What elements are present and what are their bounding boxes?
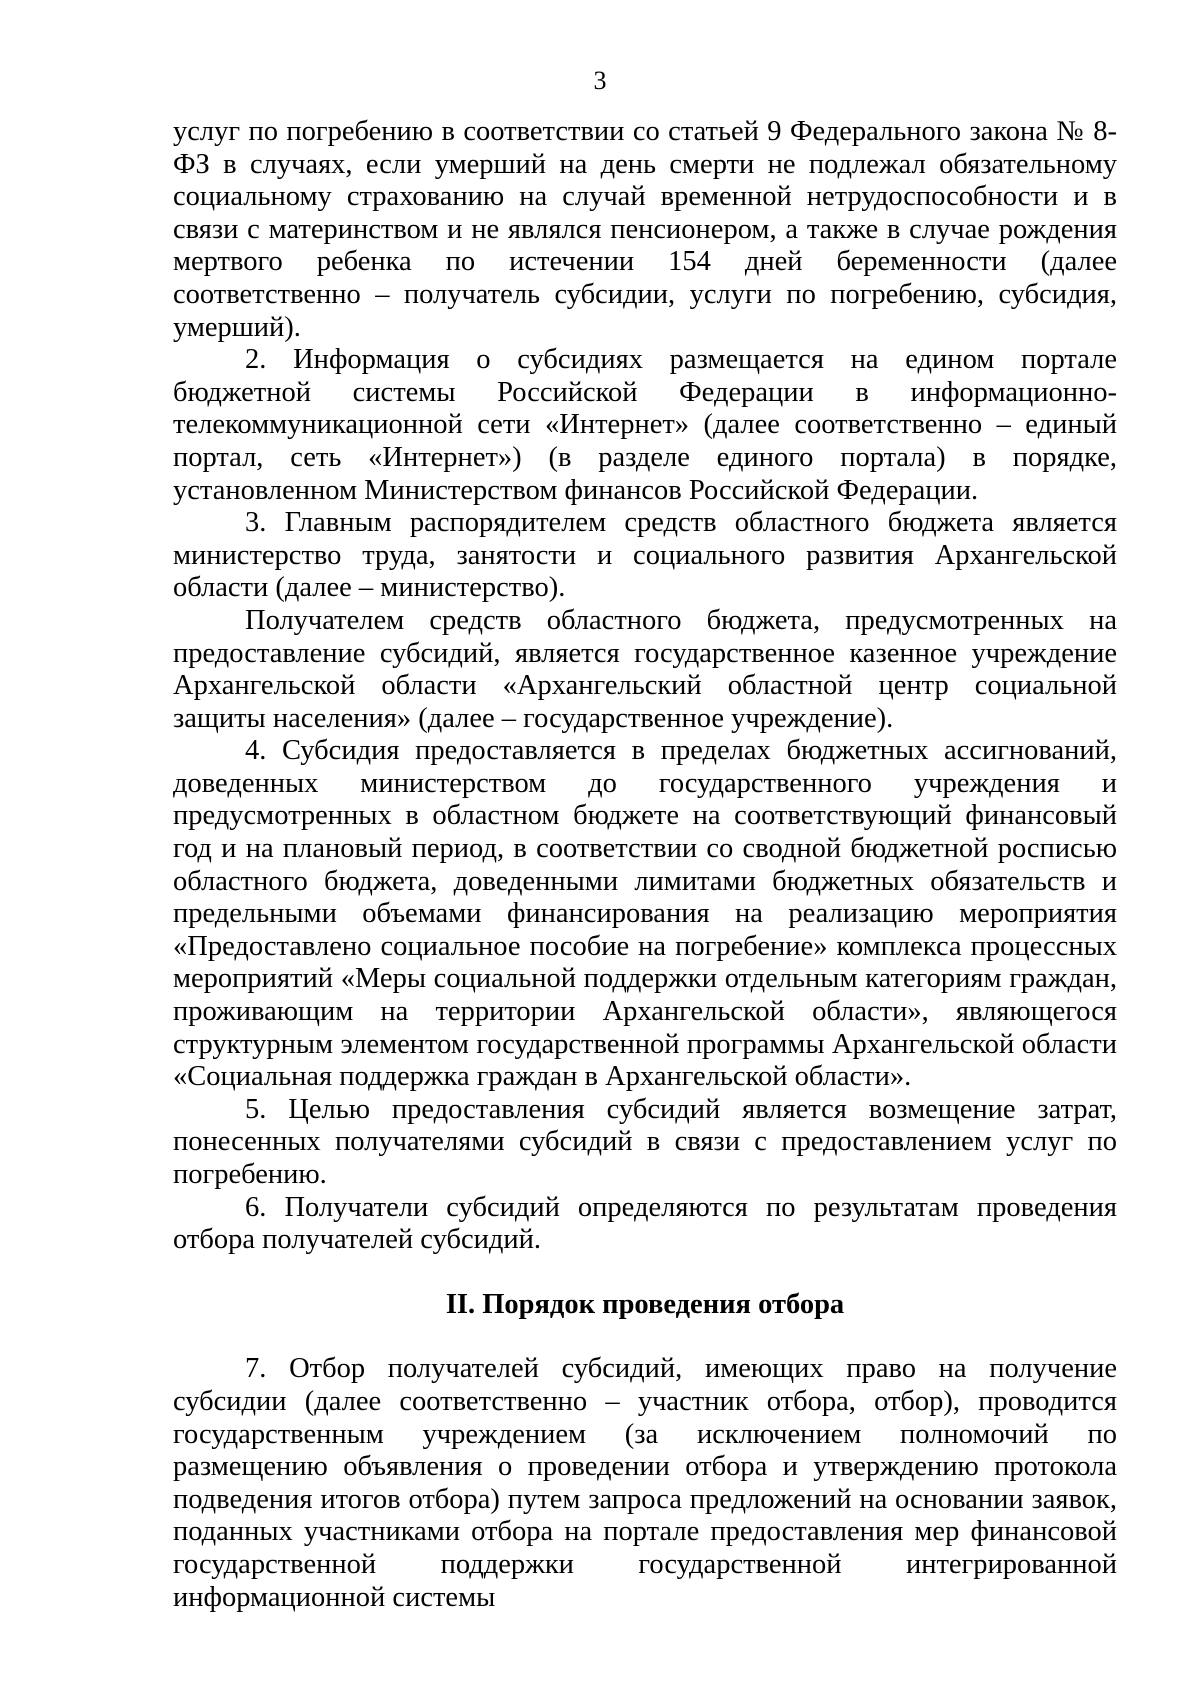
page-number: 3	[593, 66, 607, 95]
document-body	[173, 116, 1117, 1614]
paragraph-3-recipient: Получателем средств областного бюджета, предусмотренных на предоставление субсидий, является государственное казенное учреждение Архангельской области «Архангельский областной центр социальной защиты населения» (далее – государственное учреждение).	[173, 604, 1117, 734]
paragraph-7: 7. Отбор получателей субсидий, имеющих право на получение субсидии (далее соответственно – участник отбора, отбор), проводится государственным учреждением (за исключением полномочий по размещению объявления о проведении отбора и утверждению протокола подведения итогов отбора) путем запроса предложений на основании заявок, поданных участниками отбора на портале предоставления мер финансовой государственной поддержки государственной интегрированной информационной системы	[173, 1353, 1117, 1613]
paragraph-6: 6. Получатели субсидий определяются по результатам проведения отбора получателей субсидий.	[173, 1191, 1117, 1256]
paragraph-4: 4. Субсидия предоставляется в пределах бюджетных ассигнований, доведенных министерством до государственного учреждения и предусмотренных в областном бюджете на соответствующий финансовый год и на плановый период, в соответствии со сводной бюджетной росписью областного бюджета, доведенными лимитами бюджетных обязательств и предельными объемами финансирования на реализацию мероприятия «Предоставлено социальное пособие на погребение» комплекса процессных мероприятий «Меры социальной поддержки отдельным категориям граждан, проживающим на территории Архангельской области», являющегося структурным элементом государственной программы Архангельской области «Социальная поддержка граждан в Архангельской области».	[173, 735, 1117, 1093]
paragraph-2: 2. Информация о субсидиях размещается на едином портале бюджетной системы Российской Федерации в информационно-телекоммуникационной сети «Интернет» (далее соответственно – единый портал, сеть «Интернет») (в разделе единого портала) в порядке, установленном Министерством финансов Российской Федерации.	[173, 344, 1117, 506]
paragraph-continuation: услуг по погребению в соответствии со статьей 9 Федерального закона № 8-ФЗ в случаях, если умерший на день смерти не подлежал обязательному социальному страхованию на случай временной нетрудоспособности и в связи с материнством и не являлся пенсионером, а также в случае рождения мертвого ребенка по истечении 154 дней беременности (далее соответственно – получатель субсидии, услуги по погребению, субсидия, умерший).	[173, 116, 1117, 343]
section-heading: II. Порядок проведения отбора	[445, 1288, 845, 1320]
paragraph-3: 3. Главным распорядителем средств областного бюджета является министерство труда, занятости и социального развития Архангельской области (далее – министерство).	[173, 507, 1117, 604]
paragraph-5: 5. Целью предоставления субсидий является возмещение затрат, понесенных получателями субсидий в связи с предоставлением услуг по погребению.	[173, 1093, 1117, 1190]
